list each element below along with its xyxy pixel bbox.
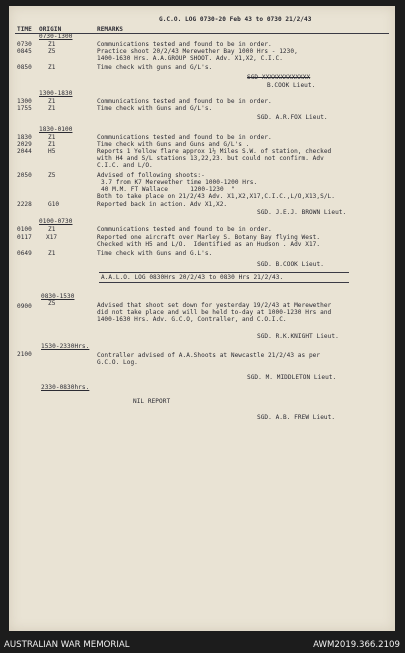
log-document bbox=[9, 6, 395, 631]
log-remark: did not take place and will be held to-day at 1000-1230 Hrs and bbox=[97, 309, 332, 316]
log-time: 0117 bbox=[17, 234, 32, 241]
signature-line: SGD. B.COOK Lieut. bbox=[257, 261, 324, 268]
period-label: 0830-1530 bbox=[41, 293, 75, 300]
log-origin: H5 bbox=[48, 148, 56, 155]
period-label: 1300-1830 bbox=[39, 90, 73, 97]
archive-footer bbox=[0, 636, 405, 653]
log-time: 1830 bbox=[17, 134, 32, 141]
log-remark: 1400-1630 Hrs. A.A.GROUP SHOOT. Adv. X1,X2, C.I.C. bbox=[97, 55, 283, 62]
log-remark: 40 M.M. FT Wallace 1200-1230 " bbox=[101, 186, 235, 193]
log-remark: Reported back in action. Adv X1,X2. bbox=[97, 201, 228, 208]
footer-source: AUSTRALIAN WAR MEMORIAL bbox=[4, 640, 130, 650]
log-time: 0100 bbox=[17, 226, 32, 233]
period-label: 0100-0730 bbox=[39, 218, 73, 225]
log-origin: Z1 bbox=[48, 98, 56, 105]
log-time: 1300 bbox=[17, 98, 32, 105]
log-remark: Time check with Guns and G.L's. bbox=[97, 250, 213, 257]
log-time: 1755 bbox=[17, 105, 32, 112]
log-remark: Communications tested and found to be in order. bbox=[97, 41, 272, 48]
log-remark: Time check with guns and G/L's. bbox=[97, 64, 213, 71]
log-origin: Z5 bbox=[48, 48, 56, 55]
period-label: 1830-0100 bbox=[39, 126, 73, 133]
log-remark: C.I.C. and L/O. bbox=[97, 162, 153, 169]
footer-catalog-id: AWM2019.366.2109 bbox=[313, 640, 400, 650]
signature-line: B.COOK Lieut. bbox=[267, 82, 316, 89]
log-origin: Z1 bbox=[48, 250, 56, 257]
log-time: 0845 bbox=[17, 48, 32, 55]
column-origin-heading: ORIGIN bbox=[39, 26, 62, 33]
log-origin: Z1 bbox=[48, 226, 56, 233]
log-origin: Z1 bbox=[48, 141, 56, 148]
column-time-heading: TIME bbox=[17, 26, 32, 33]
log-time: 0649 bbox=[17, 250, 32, 257]
aalo-header: A.A.L.O. LOG 0830Hrs 20/2/43 to 0830 Hrs 21/2/43. bbox=[101, 274, 284, 281]
log-remark: 3.7 from K7 Merewether time 1000-1200 Hrs. bbox=[101, 179, 258, 186]
log-remark: Advised that shoot set down for yesterday 19/2/43 at Merewether bbox=[97, 302, 332, 309]
log-remark: Time check with Guns and G/L's. bbox=[97, 105, 213, 112]
column-remarks-heading: REMARKS bbox=[97, 26, 124, 33]
log-remark: Communications tested and found to be in order. bbox=[97, 226, 272, 233]
log-time: 2050 bbox=[17, 172, 32, 179]
aalo-rule-top bbox=[99, 272, 349, 273]
struck-signature: SGD XXXXXXXXXXXXX bbox=[247, 74, 311, 81]
log-time: 2029 bbox=[17, 141, 32, 148]
signature-line: SGD. A.B. FREW Lieut. bbox=[257, 414, 336, 421]
log-origin: Z5 bbox=[48, 300, 56, 307]
log-origin: X17 bbox=[46, 234, 58, 241]
log-time: 2228 bbox=[17, 201, 32, 208]
log-origin: Z1 bbox=[48, 64, 56, 71]
log-remark: 1400-1630 Hrs. Adv. G.C.O, Contraller, and C.O.I.C. bbox=[97, 316, 287, 323]
signature-line: SGD. J.E.J. BROWN Lieut. bbox=[257, 209, 347, 216]
nil-report: NIL REPORT bbox=[133, 398, 171, 405]
log-remark: Checked with H5 and L/O. Identified as an Hudson . Adv X17. bbox=[97, 241, 321, 248]
log-remark: Time check with Guns and Guns and G/L's . bbox=[97, 141, 250, 148]
log-remark: Communications tested and found to be in order. bbox=[97, 98, 272, 105]
period-label: 2330-0830hrs. bbox=[41, 384, 90, 391]
document-header: G.C.O. LOG 0730-20 Feb 43 to 0730 21/2/43 bbox=[159, 16, 312, 23]
log-time: 0900 bbox=[17, 303, 32, 310]
period-label: 0730-1300 bbox=[39, 33, 73, 40]
log-remark: Reported one aircraft over Marley S. Botany Bay flying West. bbox=[97, 234, 321, 241]
log-origin: Z1 bbox=[48, 41, 56, 48]
log-time: 2100 bbox=[17, 351, 32, 358]
log-remark: Practice shoot 20/2/43 Merewether Bay 1000 Hrs - 1230, bbox=[97, 48, 298, 55]
log-remark: Reports 1 Yellow flare approx 1½ Miles S.W. of station, checked bbox=[97, 148, 332, 155]
log-time: 2044 bbox=[17, 148, 32, 155]
log-origin: Z1 bbox=[48, 134, 56, 141]
log-time: 0850 bbox=[17, 64, 32, 71]
log-origin: Z5 bbox=[48, 172, 56, 179]
log-remark: G.C.O. Log. bbox=[97, 359, 138, 366]
signature-line: SGD. A.R.FOX Lieut. bbox=[257, 114, 328, 121]
signature-line: SGD. R.K.KNIGHT Lieut. bbox=[257, 333, 339, 340]
log-remark: Both to take place on 21/2/43 Adv. X1,X2,X17,C.I.C.,L/O,X13,S/L. bbox=[97, 193, 335, 200]
log-remark: Communications tested and found to be in order. bbox=[97, 134, 272, 141]
log-origin: G10 bbox=[48, 201, 60, 208]
log-remark: Contraller advised of A.A.Shoots at Newcastle 21/2/43 as per bbox=[97, 352, 321, 359]
log-remark: with H4 and S/L stations 13,22,23. but could not confirm. Adv bbox=[97, 155, 324, 162]
log-time: 0730 bbox=[17, 41, 32, 48]
document-sheet bbox=[9, 6, 395, 631]
log-origin: Z1 bbox=[48, 105, 56, 112]
period-label: 1530-2330Hrs. bbox=[41, 343, 90, 350]
signature-line: SGD. M. MIDDLETON Lieut. bbox=[247, 374, 337, 381]
log-remark: Advised of following shoots:- bbox=[97, 172, 205, 179]
aalo-rule-bottom bbox=[99, 282, 349, 283]
